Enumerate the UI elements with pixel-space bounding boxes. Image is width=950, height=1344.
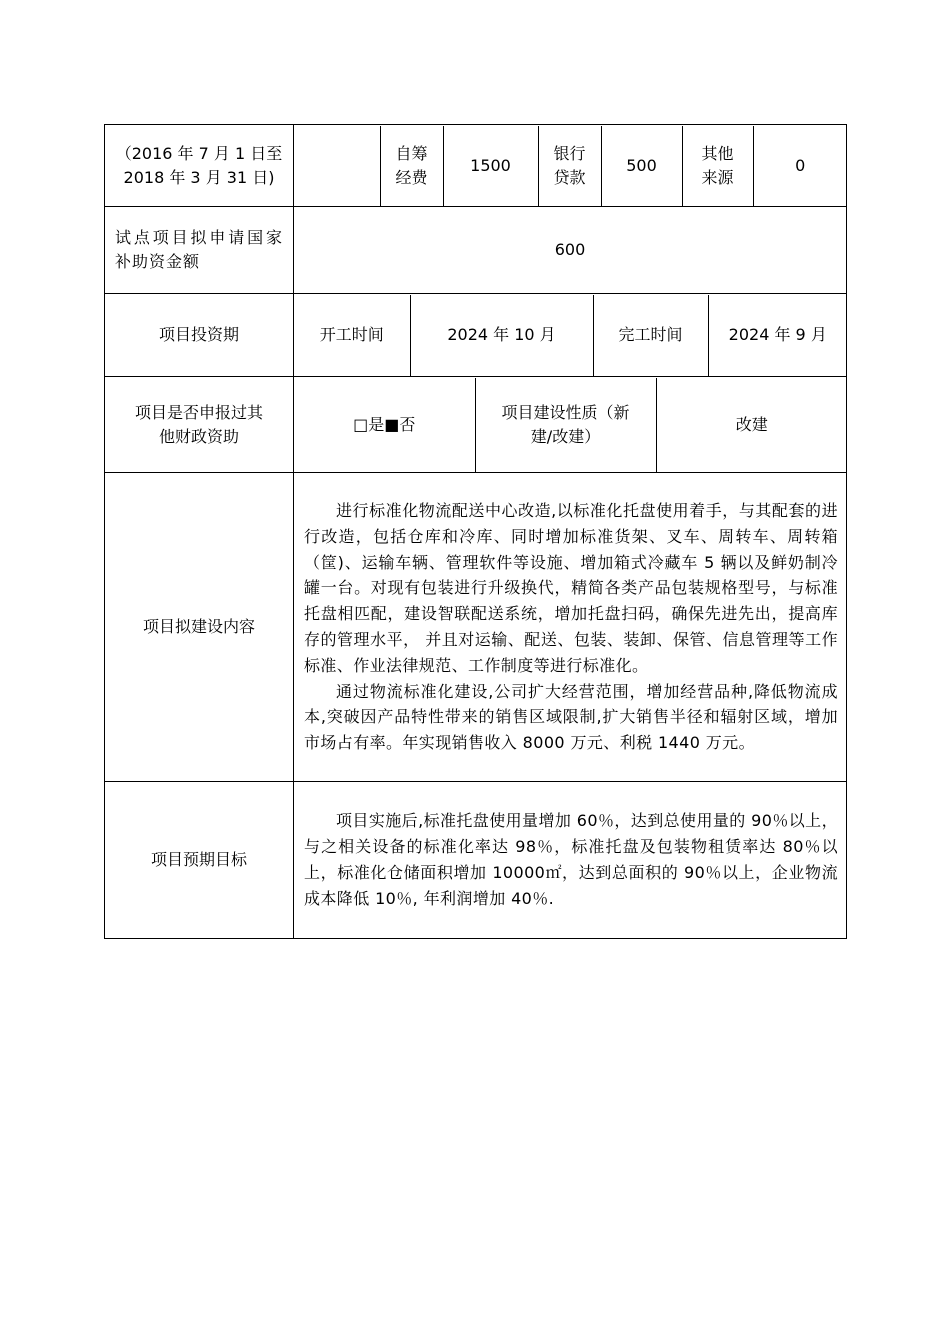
subsidy-label-cell (105, 207, 294, 294)
period-subtable (294, 295, 847, 376)
start-time-label: 开工时间 (319, 325, 384, 344)
financial-aid-row (105, 377, 847, 473)
construction-nature-label: 项目建设性质（新建/改建） (475, 378, 656, 472)
start-time-value: 2024 年 10 月 (410, 295, 593, 376)
funding-subtable (294, 126, 847, 206)
subsidy-value: 600 (294, 207, 847, 294)
period-cell (105, 125, 294, 207)
investment-period-label: 项目投资期 (105, 294, 294, 377)
content-paragraph: 进行标准化物流配送中心改造,以标准化托盘使用着手，与其配套的进行改造，包括仓库和冷库、同时增加标准货架、叉车、周转车、周转箱（筐)、运输车辆、管理软件等设施、增加箱式冷藏车 5 辆以及鲜奶制冷罐一台。对现有包装进行升级换代，精简各类产品包装规格型号，与标准托盘相匹配，建设智联配送系统，增加托盘扫码，确保先进先出，提高库存的管理水平， 并且对运输、配送、包装、装卸、保管、信息管理等工作标准、作业法律规范、工作制度等进行标准化。 (304, 501, 838, 675)
construction-nature-value: 改建 (656, 378, 847, 472)
subsidy-label: 试点项目拟申请国家补助资金额 (115, 228, 283, 271)
construction-content-row (105, 473, 847, 782)
content-paragraph: 通过物流标准化建设,公司扩大经营范围，增加经营品种,降低物流成本,突破因产品特性带来的销售区域限制,扩大销售半径和辐射区域，增加市场占有率。年实现销售收入 8000 万元、利税 1440 万元。 (304, 681, 838, 753)
expected-goal-label: 项目预期目标 (105, 782, 294, 939)
expected-goal-cell (294, 782, 847, 939)
period-label: （2016 年 7 月 1 日至 2018 年 3 月 31 日) (115, 143, 283, 187)
self-raised-value: 1500 (443, 126, 538, 206)
other-source-label: 其他来源 (682, 126, 753, 206)
financial-aid-label: 项目是否申报过其他财政资助 (134, 402, 263, 446)
financial-aid-subtable (294, 378, 847, 472)
construction-content-cell (294, 473, 847, 782)
self-raised-label: 自筹经费 (380, 126, 443, 206)
investment-period-row (105, 294, 847, 377)
funding-row (105, 125, 847, 207)
bank-loan-value: 500 (601, 126, 682, 206)
bank-loan-label: 银行贷款 (538, 126, 601, 206)
construction-content-label: 项目拟建设内容 (105, 473, 294, 782)
subsidy-row (105, 207, 847, 294)
goal-paragraph: 项目实施后,标准托盘使用量增加 60％，达到总使用量的 90％以上，与之相关设备的标准化率达 98％，标准托盘及包装物租赁率达 80％以上，标准化仓储面积增加 10000㎡，达到总面积的 90％以上，企业物流成本降低 10％, 年利润增加 40％. (304, 811, 838, 908)
expected-goal-row (105, 782, 847, 939)
end-time-value: 2024 年 9 月 (708, 295, 847, 376)
total-cell (294, 126, 380, 206)
other-source-value: 0 (753, 126, 847, 206)
financial-aid-label-cell (105, 377, 294, 473)
yes-no-checkbox: □是■否 (353, 414, 416, 434)
end-time-label: 完工时间 (593, 295, 708, 376)
project-table (104, 124, 847, 939)
